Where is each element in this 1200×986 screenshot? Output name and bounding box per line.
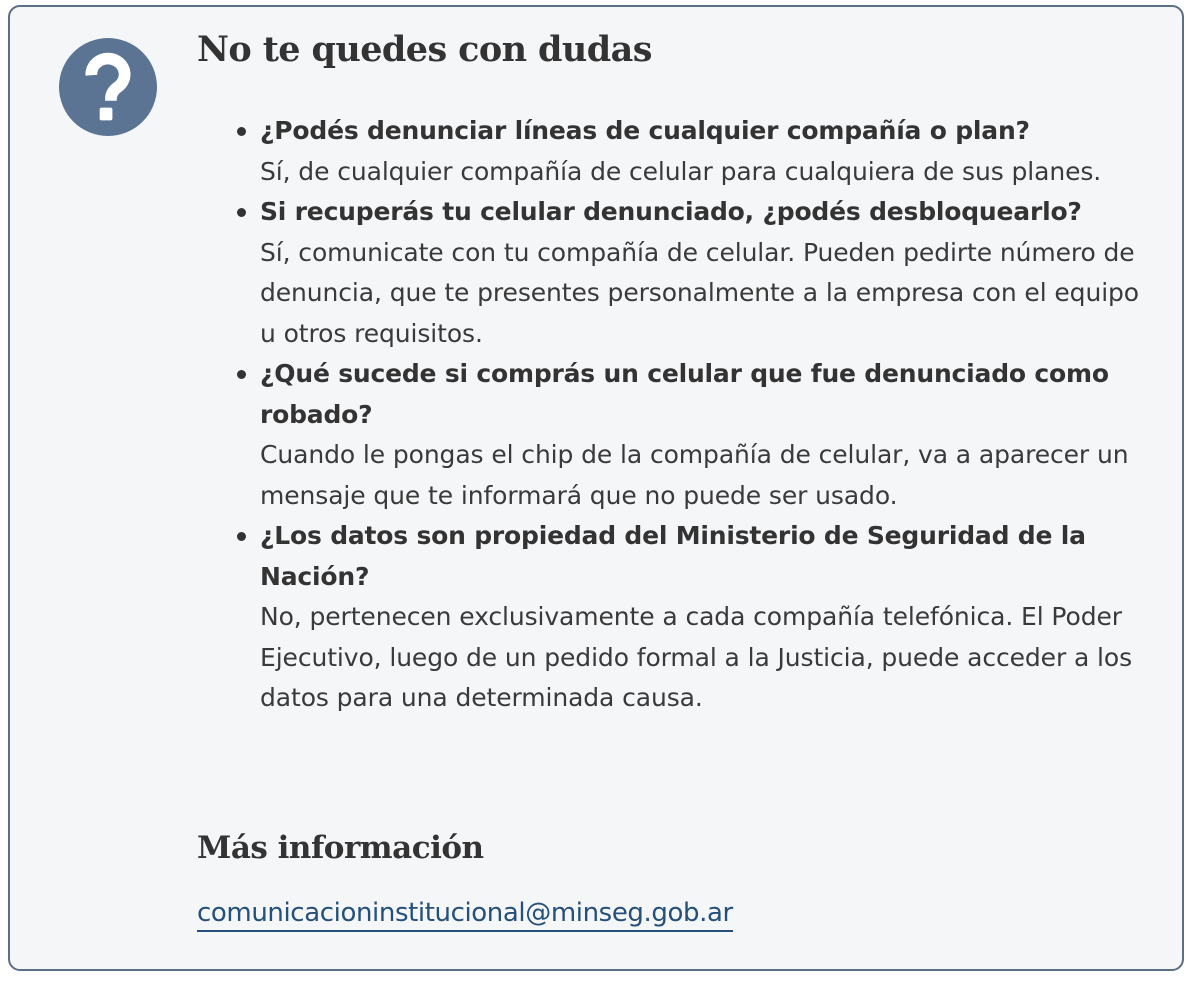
faq-answer: Sí, comunicate con tu compañía de celular. Pueden pedirte número de denuncia, que te presentes personalmente a la empresa con el equipo u otros requisitos. bbox=[260, 237, 1140, 348]
faq-answer: Sí, de cualquier compañía de celular para cualquiera de sus planes. bbox=[260, 156, 1102, 186]
faq-question: ¿Podés denunciar líneas de cualquier compañía o plan? bbox=[260, 116, 1030, 145]
bullet bbox=[237, 208, 246, 217]
faq-question: ¿Los datos son propiedad del Ministerio de Seguridad de la Nación? bbox=[260, 521, 1086, 591]
faq-item bbox=[260, 192, 1160, 354]
faq-card bbox=[8, 5, 1184, 971]
faq-answer: Cuando le pongas el chip de la compañía de celular, va a aparecer un mensaje que te informará que no puede ser usado. bbox=[260, 440, 1129, 510]
email-link[interactable]: comunicacioninstitucional@minseg.gob.ar bbox=[197, 896, 733, 932]
faq-item bbox=[260, 354, 1160, 516]
faq-question: Si recuperás tu celular denunciado, ¿podés desbloquearlo? bbox=[260, 197, 1082, 226]
section-title: No te quedes con dudas bbox=[197, 29, 652, 70]
bullet bbox=[237, 370, 246, 379]
bullet bbox=[237, 127, 246, 136]
bullet bbox=[237, 532, 246, 541]
faq-item bbox=[260, 516, 1160, 719]
faq-item bbox=[260, 111, 1160, 192]
more-info-title: Más información bbox=[197, 830, 484, 866]
faq-question: ¿Qué sucede si comprás un celular que fue denunciado como robado? bbox=[260, 359, 1109, 429]
faq-list bbox=[260, 111, 1160, 719]
faq-answer: No, pertenecen exclusivamente a cada compañía telefónica. El Poder Ejecutivo, luego de un pedido formal a la Justicia, puede acceder a los datos para una determinada causa. bbox=[260, 602, 1133, 712]
question-mark-circle-icon bbox=[59, 38, 157, 136]
